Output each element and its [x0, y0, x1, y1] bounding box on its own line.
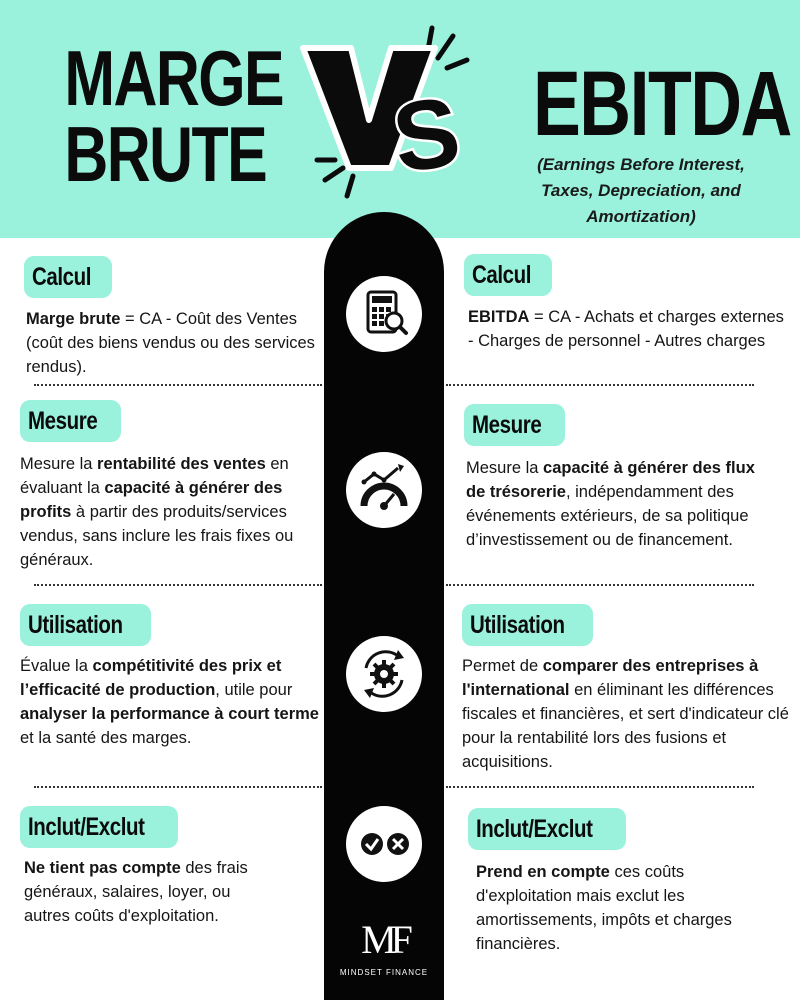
gauge-icon: [346, 452, 422, 528]
tag-calcul-left: Calcul: [24, 256, 112, 298]
divider: [34, 786, 322, 788]
tag-inclut-right: Inclut/Exclut: [468, 808, 626, 850]
divider: [446, 384, 754, 386]
calcul-right-text: EBITDA = CA - Achats et charges externes - Charges de personnel - Autres charges: [468, 308, 784, 350]
calculator-icon: [346, 276, 422, 352]
svg-text:S: S: [386, 75, 467, 194]
divider: [34, 384, 322, 386]
inclut-right-text: Prend en compte ces coûts d'exploitation mais exclut les amortissements, impôts et charges financières.: [476, 863, 732, 953]
divider: [446, 786, 754, 788]
mesure-left-text: Mesure la rentabilité des ventes en évaluant la capacité à générer des profits à partir des produits/services vendus, sans inclure les frais fixes ou généraux.: [20, 455, 294, 569]
tag-calcul-right: Calcul: [464, 254, 552, 296]
divider: [34, 584, 322, 586]
inclut-left-text: Ne tient pas compte des frais généraux, salaires, loyer, ou autres coûts d'exploitation.: [24, 859, 248, 925]
tag-utilisation-right: Utilisation: [462, 604, 593, 646]
gear-cycle-icon: [346, 636, 422, 712]
tag-inclut-left: Inclut/Exclut: [20, 806, 178, 848]
tag-utilisation-left: Utilisation: [20, 604, 151, 646]
logo-text: MINDSET FINANCE: [339, 968, 429, 977]
right-subtitle: (Earnings Before Interest, Taxes, Depreciation, and Amortization): [537, 155, 745, 226]
mesure-right-text: Mesure la capacité à générer des flux de trésorerie, indépendamment des événements extérieurs, de sa politique d’investissement ou de financement.: [466, 459, 755, 549]
check-cross-icon: [346, 806, 422, 882]
utilisation-right-text: Permet de comparer des entreprises à l'international en éliminant les différences fiscales et financières, et sert d'indicateur clé pour la rentabilité lors des fusions et acquisitions.: [462, 657, 789, 771]
left-title: MARGE BRUTE: [64, 34, 284, 199]
divider: [446, 584, 754, 586]
tag-mesure-right: Mesure: [464, 404, 565, 446]
mindset-finance-logo: [324, 918, 444, 977]
vs-logo: [295, 20, 475, 200]
calcul-left-text: Marge brute = CA - Coût des Ventes (coût des biens vendus ou des services rendus).: [26, 310, 315, 376]
logo-mark: MF: [361, 917, 407, 962]
tag-mesure-left: Mesure: [20, 400, 121, 442]
utilisation-left-text: Évalue la compétitivité des prix et l’efficacité de production, utile pour analyser la performance à court terme et la santé des marges.: [20, 657, 319, 747]
right-title: EBITDA: [533, 53, 791, 155]
